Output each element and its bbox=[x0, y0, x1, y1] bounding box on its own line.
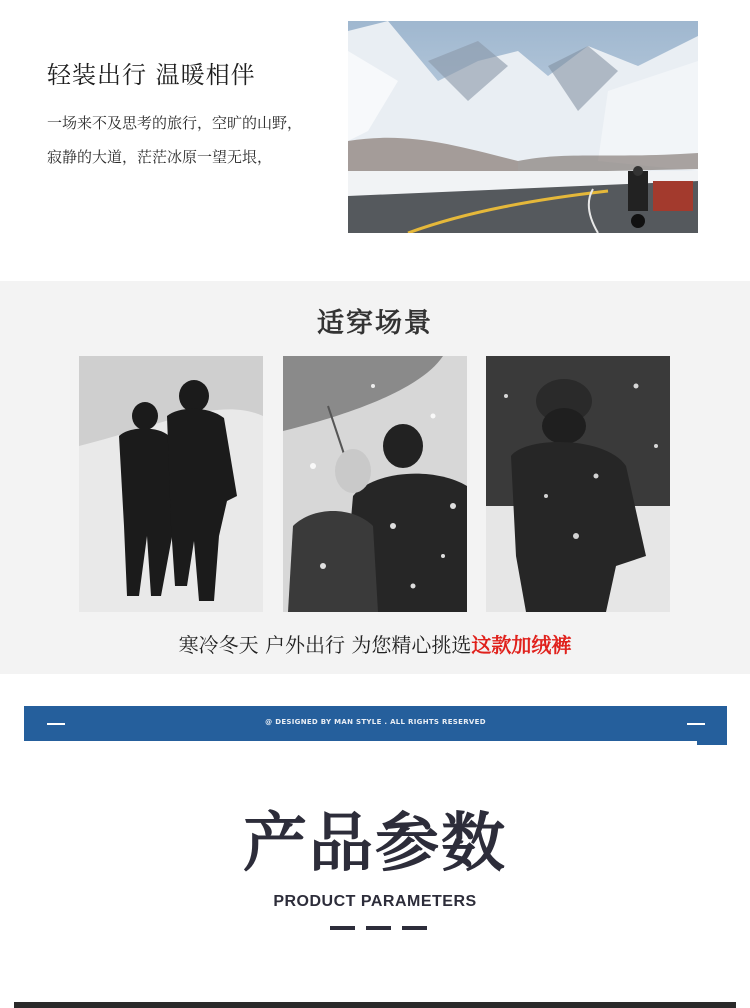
copyright-banner bbox=[24, 706, 727, 741]
divider-dash bbox=[330, 926, 355, 930]
caption-prefix: 寒冷冬天 户外出行 为您精心挑选 bbox=[178, 633, 472, 657]
table-top-border bbox=[14, 1002, 736, 1008]
mountain-road-photo bbox=[348, 21, 698, 233]
intro-text-line1: 一场来不及思考的旅行，空旷的山野， bbox=[47, 114, 303, 132]
title-divider bbox=[330, 926, 430, 930]
params-title: 产品参数 bbox=[243, 807, 507, 881]
divider-dash bbox=[402, 926, 427, 930]
caption-highlight: 这款加绒裤 bbox=[471, 633, 572, 657]
scenes-caption bbox=[0, 629, 750, 658]
intro-section bbox=[0, 0, 750, 281]
intro-text-line2: 寂静的大道，茫茫冰原一望无垠， bbox=[47, 148, 273, 166]
banner-dash-right bbox=[687, 723, 705, 725]
snow-play-photo bbox=[486, 356, 670, 612]
scenes-title: 适穿场景 bbox=[317, 308, 433, 339]
params-subtitle: PRODUCT PARAMETERS bbox=[273, 893, 477, 910]
banner-tab bbox=[697, 741, 727, 745]
scenes-section bbox=[0, 281, 750, 674]
banner-text: @ DESIGNED BY MAN STYLE . ALL RIGHTS RESERVED bbox=[265, 718, 486, 726]
couple-walking-snow-photo bbox=[79, 356, 263, 612]
umbrella-snowfall-photo bbox=[283, 356, 467, 612]
intro-title: 轻装出行 温暖相伴 bbox=[47, 61, 256, 89]
divider-dash bbox=[366, 926, 391, 930]
